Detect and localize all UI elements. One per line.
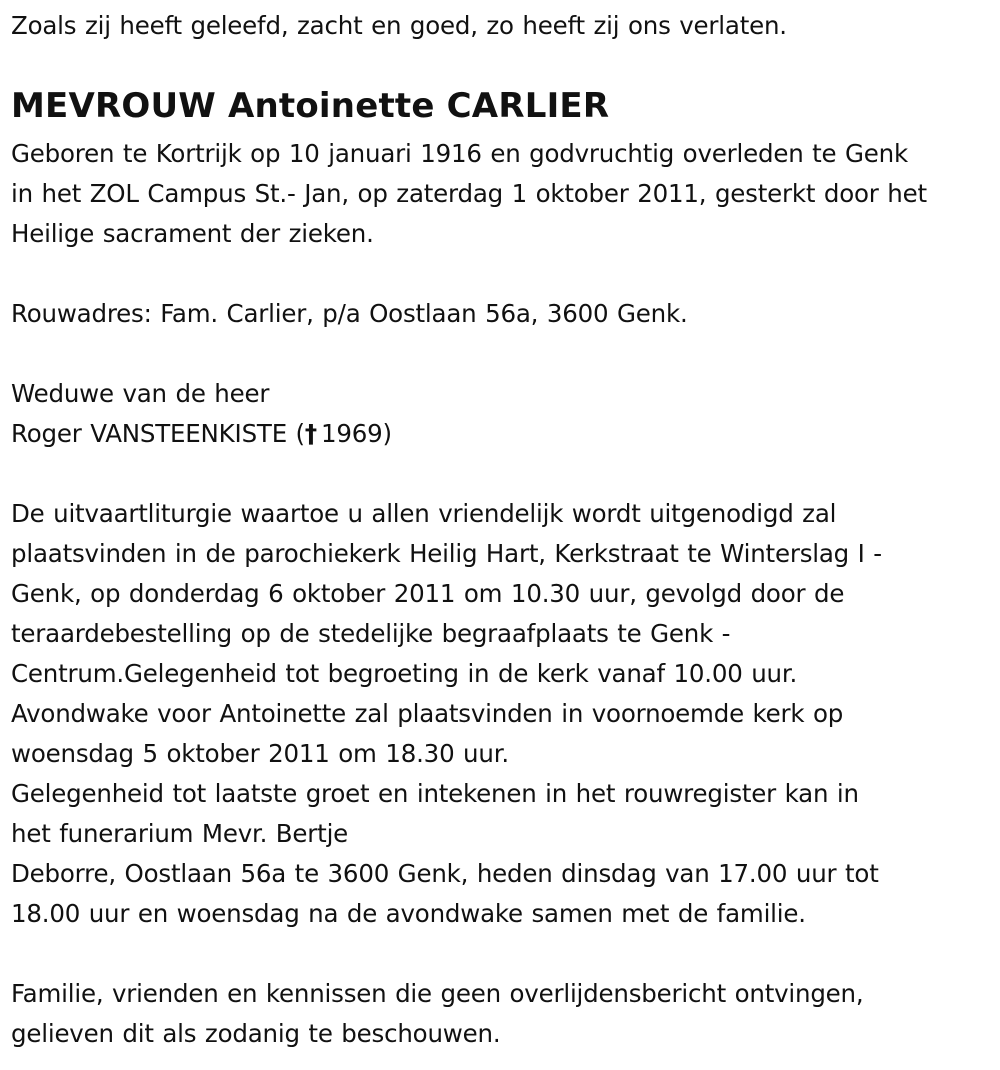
funeral-line: Gelegenheid tot laatste groet en intekenen in het rouwregister kan in <box>11 779 859 808</box>
closing-line: gelieven dit als zodanig te beschouwen. <box>11 1019 501 1048</box>
deceased-name: MEVROUW Antoinette CARLIER <box>11 86 610 126</box>
closing-line: Familie, vrienden en kennissen die geen overlijdensbericht ontvingen, <box>11 979 864 1008</box>
spouse-death-year: 1969) <box>320 419 392 448</box>
spouse-line <box>11 414 392 454</box>
birth-line: in het ZOL Campus St.- Jan, op zaterdag 1 oktober 2011, gesterkt door het <box>11 179 927 208</box>
mourning-address: Rouwadres: Fam. Carlier, p/a Oostlaan 56a, 3600 Genk. <box>11 299 688 328</box>
funeral-line: plaatsvinden in de parochiekerk Heilig Hart, Kerkstraat te Winterslag I - <box>11 539 882 568</box>
funeral-line: Avondwake voor Antoinette zal plaatsvinden in voornoemde kerk op <box>11 699 844 728</box>
widow-paragraph <box>11 374 392 454</box>
birth-line: Geboren te Kortrijk op 10 januari 1916 en godvruchtig overleden te Genk <box>11 139 908 168</box>
funeral-line: Deborre, Oostlaan 56a te 3600 Genk, heden dinsdag van 17.00 uur tot <box>11 859 879 888</box>
widow-line: Weduwe van de heer <box>11 379 270 408</box>
funeral-line: Genk, op donderdag 6 oktober 2011 om 10.30 uur, gevolgd door de <box>11 579 845 608</box>
funeral-line: teraardebestelling op de stedelijke begraafplaats te Genk - <box>11 619 731 648</box>
birth-line: Heilige sacrament der zieken. <box>11 219 374 248</box>
cross-icon: † <box>304 419 317 448</box>
spouse-name: Roger VANSTEENKISTE ( <box>11 419 305 448</box>
mourning-address-paragraph <box>11 294 688 334</box>
funeral-line: 18.00 uur en woensdag na de avondwake samen met de familie. <box>11 899 806 928</box>
funeral-line: woensdag 5 oktober 2011 om 18.30 uur. <box>11 739 509 768</box>
motto: Zoals zij heeft geleefd, zacht en goed, zo heeft zij ons verlaten. <box>11 11 787 40</box>
closing-paragraph <box>11 974 863 1054</box>
funeral-paragraph <box>11 494 882 934</box>
funeral-line: Centrum.Gelegenheid tot begroeting in de kerk vanaf 10.00 uur. <box>11 659 798 688</box>
birth-death-paragraph <box>11 134 927 254</box>
funeral-line: De uitvaartliturgie waartoe u allen vriendelijk wordt uitgenodigd zal <box>11 499 837 528</box>
funeral-line: het funerarium Mevr. Bertje <box>11 819 349 848</box>
